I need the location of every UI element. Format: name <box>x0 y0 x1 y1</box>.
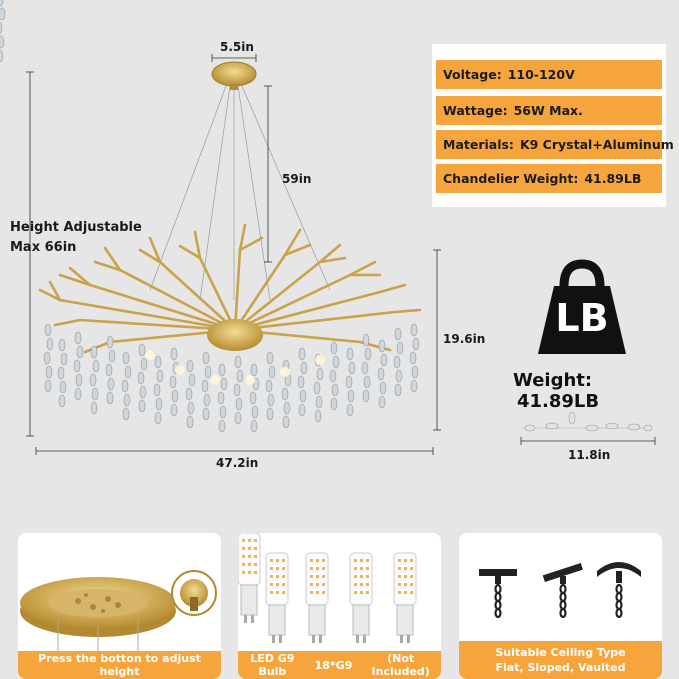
body-height-label: 19.6in <box>443 332 486 346</box>
sloped-ceiling-icon <box>543 563 583 617</box>
spec-label: Voltage: <box>443 67 502 82</box>
bulb-caption-count: 18*G9 <box>314 658 353 672</box>
spec-label: Materials: <box>443 137 514 152</box>
spec-label: Chandelier Weight: <box>443 171 579 186</box>
ceiling-caption-line1: Suitable Ceiling Type <box>495 646 626 659</box>
flat-ceiling-icon <box>479 569 517 617</box>
weight-label <box>513 370 679 412</box>
feature-cards <box>0 515 679 679</box>
spec-value: 41.89LB <box>584 171 642 186</box>
bulb-image <box>238 533 441 651</box>
canopy-detail-image <box>18 533 221 651</box>
canopy-caption: Press the botton to adjust height <box>18 651 221 679</box>
bulb-caption-type: LED G9 Bulb <box>250 652 295 678</box>
drop-length-label: 59in <box>282 172 312 186</box>
bulb-caption-note: (Not Included) <box>371 652 430 678</box>
weight-value: 41.89LB <box>517 391 600 412</box>
spec-value: 56W Max. <box>513 103 583 118</box>
height-adjustable-title: Height Adjustable <box>10 220 142 235</box>
spec-value: K9 Crystal+Aluminum <box>519 137 674 152</box>
canopy-width-label: 5.5in <box>220 40 254 54</box>
spec-row-wattage <box>436 96 662 125</box>
crystal-strand <box>522 412 652 431</box>
spec-label: Wattage: <box>443 103 508 118</box>
spec-value: 110-120V <box>507 67 575 82</box>
vaulted-ceiling-icon <box>597 562 641 617</box>
ceiling-card <box>459 533 662 679</box>
spec-row-materials <box>436 130 674 159</box>
body-width-label: 47.2in <box>216 456 259 470</box>
ceiling-caption-line2: Flat, Sloped, Vaulted <box>495 661 626 674</box>
chandelier-hub <box>207 319 263 351</box>
height-max-label: Max 66in <box>10 240 77 255</box>
spec-panel <box>432 44 674 207</box>
canopy-card <box>18 533 221 679</box>
ceiling-caption <box>459 641 662 679</box>
crystal-drops <box>0 0 419 432</box>
bulb-card <box>238 533 441 679</box>
bulb-caption <box>238 651 441 679</box>
crystal-length-label: 11.8in <box>568 448 611 462</box>
weight-caption: Weight: <box>513 370 593 391</box>
spec-row-weight <box>436 164 662 193</box>
canopy <box>212 62 256 90</box>
weight-badge-text: LB <box>555 296 609 340</box>
spec-row-voltage <box>436 60 662 89</box>
ceiling-types-image <box>459 533 662 641</box>
